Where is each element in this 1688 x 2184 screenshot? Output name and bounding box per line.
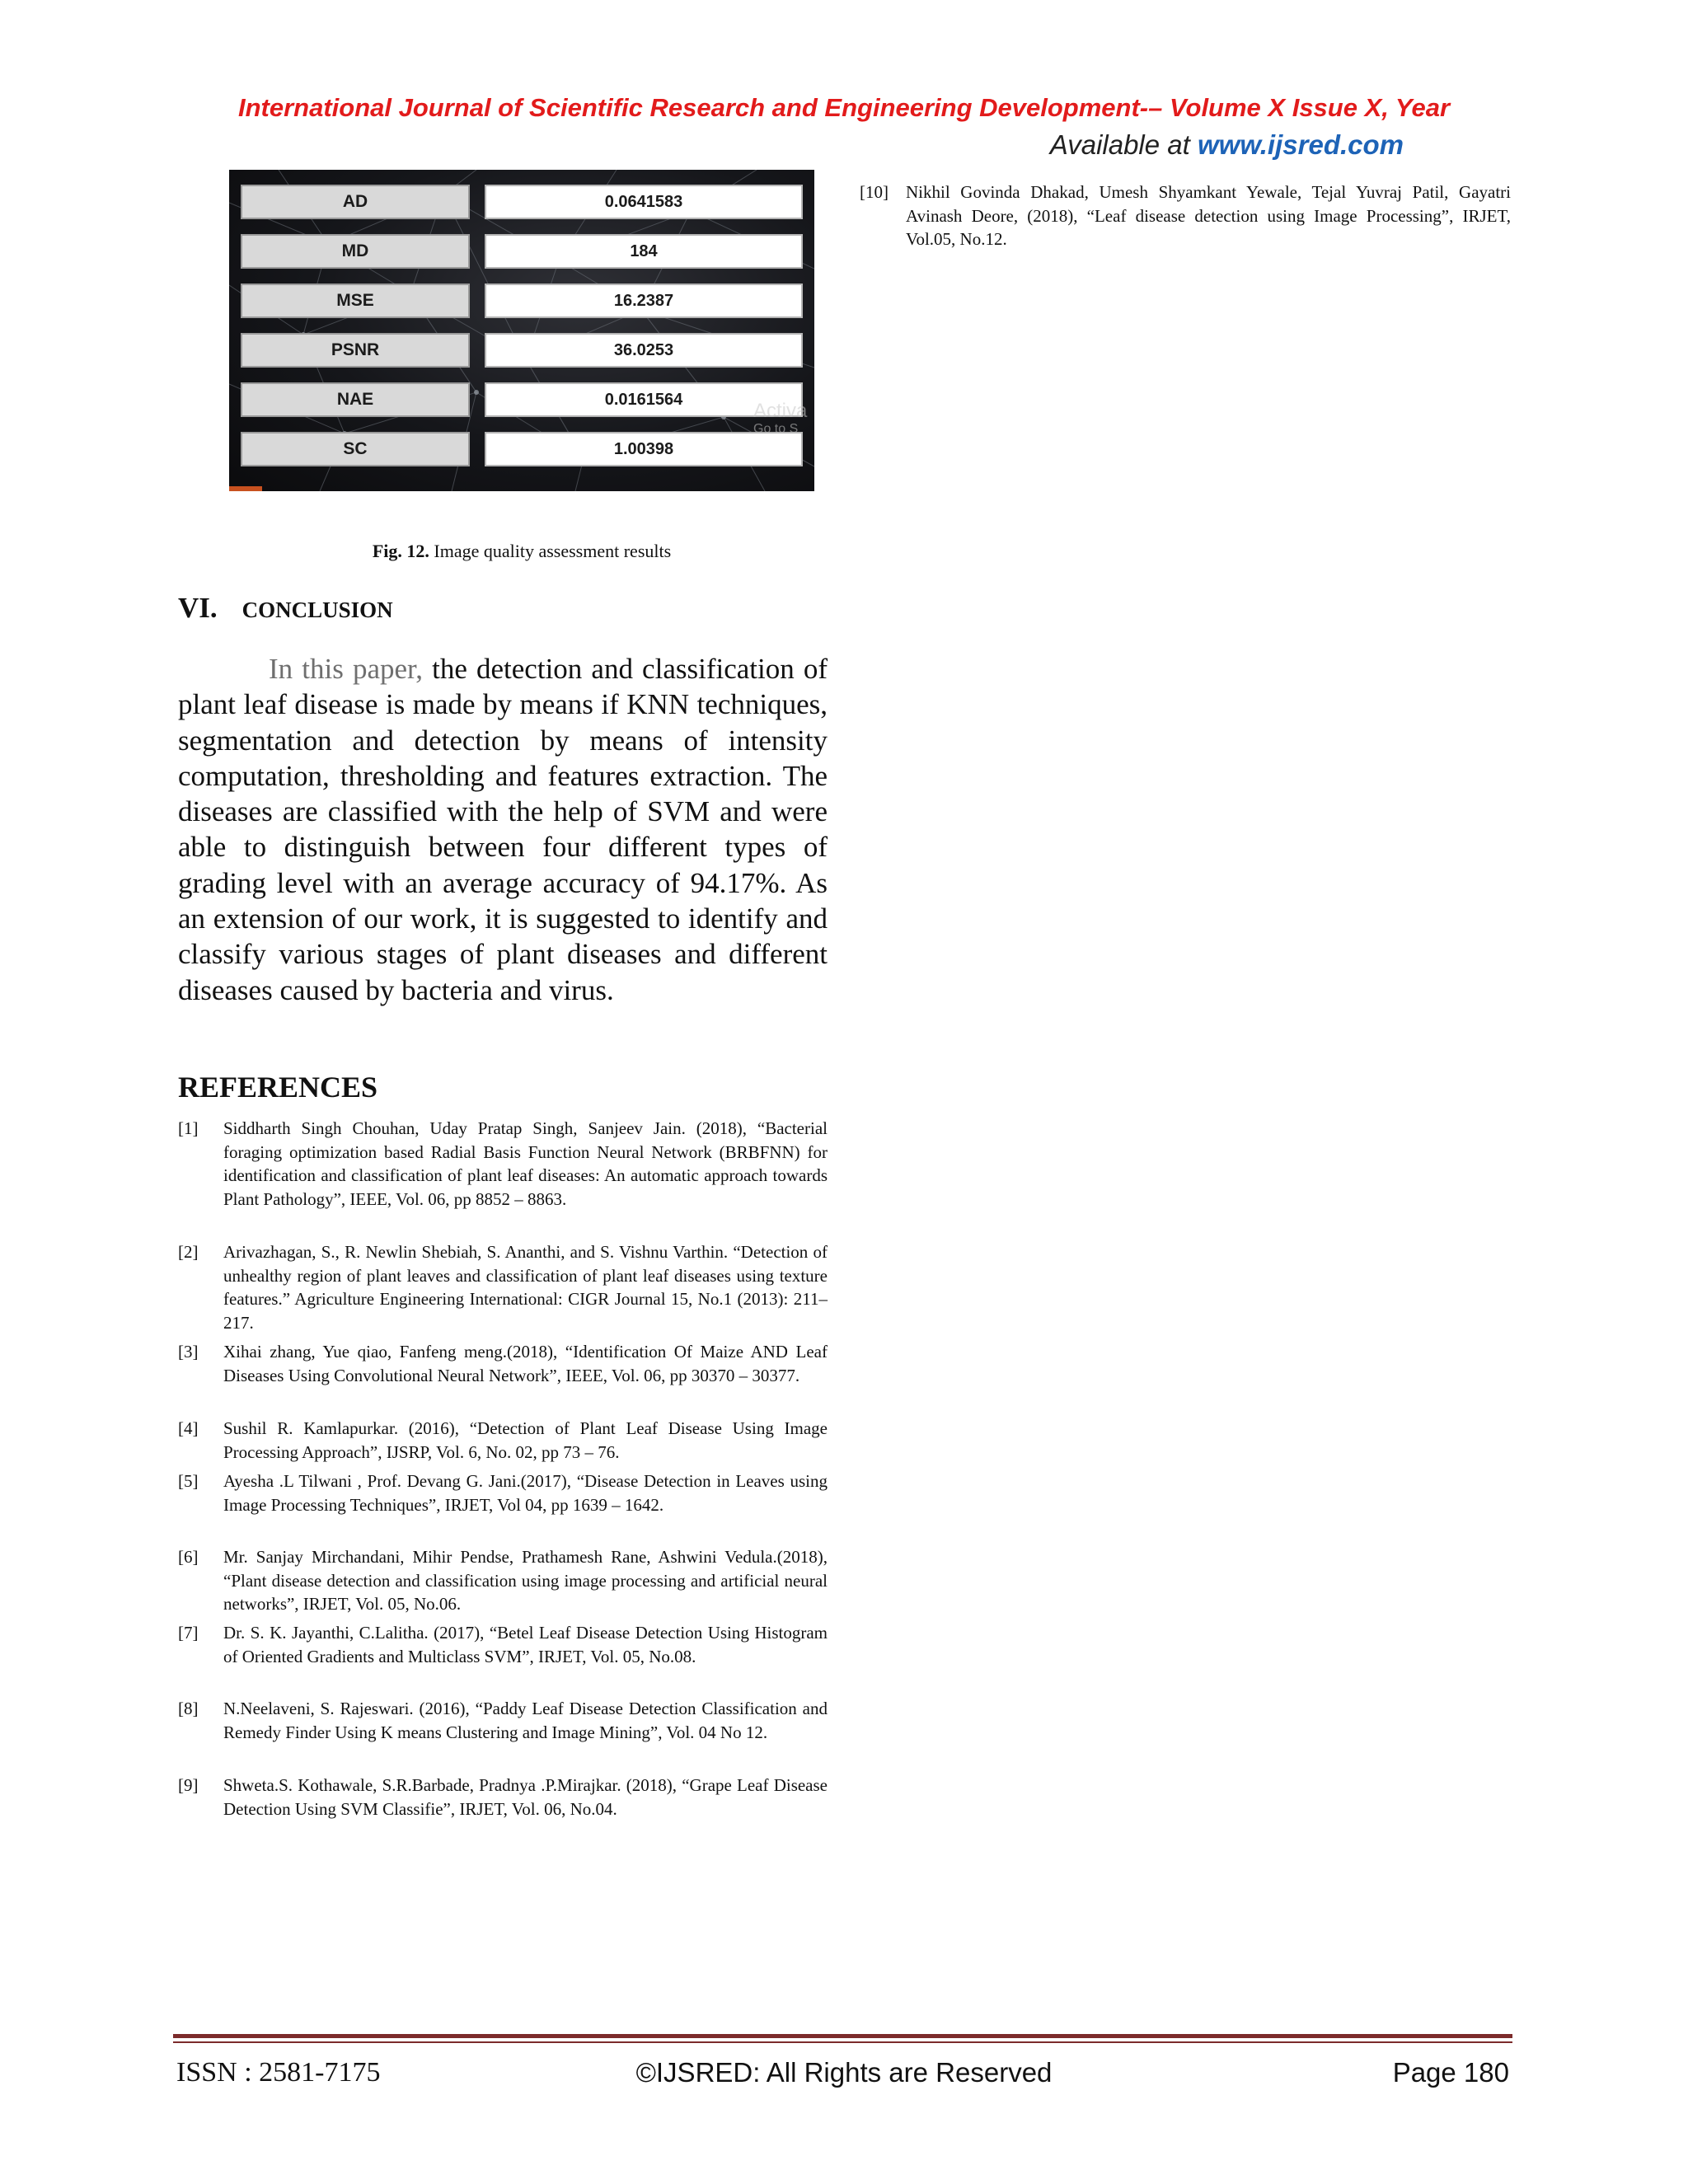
section-heading [178, 592, 393, 625]
reference-text: N.Neelaveni, S. Rajeswari. (2016), “Paddy Leaf Disease Detection Classification and Remedy Finder Using K means Clustering and Image Mining”, Vol. 04 No 12. [223, 1699, 828, 1742]
caption-label: Fig. 12. [372, 541, 429, 561]
metric-label: NAE [241, 382, 470, 417]
conclusion-lead: In this paper, [269, 653, 424, 685]
reference-text: Arivazhagan, S., R. Newlin Shebiah, S. Ananthi, and S. Vishnu Varthin. “Detection of unhealthy region of plant leaves and classification of plant leaf diseases using texture features.” Agriculture Engineering International: CIGR Journal 15, No.1 (2013): 211–217. [223, 1242, 828, 1333]
watermark-line-2: Go to S [753, 422, 799, 437]
metric-row-sc [229, 429, 814, 470]
iqa-results-figure [229, 170, 814, 491]
reference-number: [2] [178, 1242, 199, 1262]
reference-text: Dr. S. K. Jayanthi, C.Lalitha. (2017), “Betel Leaf Disease Detection Using Histogram of Oriented Gradients and Multiclass SVM”, IRJET, Vol. 05, No.08. [223, 1623, 828, 1666]
metric-row-ad [229, 181, 814, 223]
journal-header: International Journal of Scientific Research and Engineering Development-– Volume X Issue X, Year [237, 93, 1451, 122]
reference-number: [10] [860, 182, 889, 202]
reference-text: Shweta.S. Kothawale, S.R.Barbade, Pradnya .P.Mirajkar. (2018), “Grape Leaf Disease Detection Using SVM Classifie”, IRJET, Vol. 06, No.04. [223, 1775, 828, 1819]
reference-text: Xihai zhang, Yue qiao, Fanfeng meng.(2018), “Identification Of Maize AND Leaf Diseases Using Convolutional Neural Network”, IEEE, Vol. 06, pp 30370 – 30377. [223, 1342, 828, 1385]
reference-number: [3] [178, 1342, 199, 1361]
metric-row-nae [229, 379, 814, 420]
reference-text: Siddharth Singh Chouhan, Uday Pratap Singh, Sanjeev Jain. (2018), “Bacterial foraging optimization based Radial Basis Function Neural Network (BRBFNN) for identification and classification of plant leaf diseases: An automatic approach towards Plant Pathology”, IEEE, Vol. 06, pp 8852 – 8863. [223, 1118, 828, 1209]
reference-text: Mr. Sanjay Mirchandani, Mihir Pendse, Prathamesh Rane, Ashwini Vedula.(2018), “Plant disease detection and classification using image processing and artificial neural networks”, IRJET, Vol. 05, No.06. [223, 1547, 828, 1614]
available-prefix: Available at [1049, 129, 1198, 160]
footer-rule-thick [173, 2034, 1512, 2038]
footer-rule-thin [173, 2041, 1512, 2043]
reference-number: [1] [178, 1118, 199, 1138]
reference-number: [9] [178, 1775, 199, 1795]
reference-text: Sushil R. Kamlapurkar. (2016), “Detection of Plant Leaf Disease Using Image Processing Approach”, IJSRP, Vol. 6, No. 02, pp 73 – 76. [223, 1418, 828, 1462]
metric-label: PSNR [241, 333, 470, 368]
availability-line [1050, 129, 1404, 161]
figure-corner-mark [229, 486, 262, 491]
metric-row-mse [229, 280, 814, 321]
caption-text: Image quality assessment results [429, 541, 672, 561]
figure-caption [229, 541, 814, 562]
watermark-line-1: Activa [753, 400, 808, 422]
metric-row-md [229, 231, 814, 272]
footer-page-number: Page 180 [1392, 2057, 1509, 2088]
metric-label: MSE [241, 284, 470, 318]
metric-value: 36.0253 [485, 333, 803, 368]
reference-text: Ayesha .L Tilwani , Prof. Devang G. Jani.(2017), “Disease Detection in Leaves using Image Processing Techniques”, IRJET, Vol 04, pp 1639 – 1642. [223, 1471, 828, 1515]
activation-watermark [753, 401, 807, 437]
metric-label: SC [241, 432, 470, 466]
reference-number: [7] [178, 1623, 199, 1643]
metric-value: 1.00398 [485, 432, 803, 466]
reference-number: [8] [178, 1699, 199, 1718]
reference-text: Nikhil Govinda Dhakad, Umesh Shyamkant Yewale, Tejal Yuvraj Patil, Gayatri Avinash Deore, (2018), “Leaf disease detection using Image Processing”, IRJET, Vol.05, No.12. [906, 182, 1511, 249]
metric-label: MD [241, 234, 470, 269]
conclusion-body: the detection and classification of plant leaf disease is made by means if KNN techniques, segmentation and detection by means of intensity computation, thresholding and features extraction. The diseases are classified with the help of SVM and were able to distinguish between four different types of grading level with an average accuracy of 94.17%. As an extension of our work, it is suggested to identify and classify various stages of plant diseases and different diseases caused by bacteria and virus. [178, 653, 828, 1006]
journal-website-link[interactable]: www.ijsred.com [1197, 129, 1404, 160]
footer-issn: ISSN : 2581-7175 [176, 2057, 381, 2088]
reference-number: [4] [178, 1418, 199, 1438]
metric-value: 0.0641583 [485, 185, 803, 219]
metric-row-psnr [229, 330, 814, 371]
conclusion-paragraph [178, 651, 828, 1008]
metric-value: 16.2387 [485, 284, 803, 318]
metric-value: 184 [485, 234, 803, 269]
section-title: CONCLUSION [241, 598, 393, 622]
reference-number: [5] [178, 1471, 199, 1491]
reference-number: [6] [178, 1547, 199, 1567]
footer-copyright: ©IJSRED: All Rights are Reserved [635, 2057, 1053, 2088]
section-number: VI. [178, 592, 218, 624]
metric-value: 0.0161564 [485, 382, 803, 417]
references-heading: REFERENCES [178, 1071, 378, 1104]
metric-label: AD [241, 185, 470, 219]
